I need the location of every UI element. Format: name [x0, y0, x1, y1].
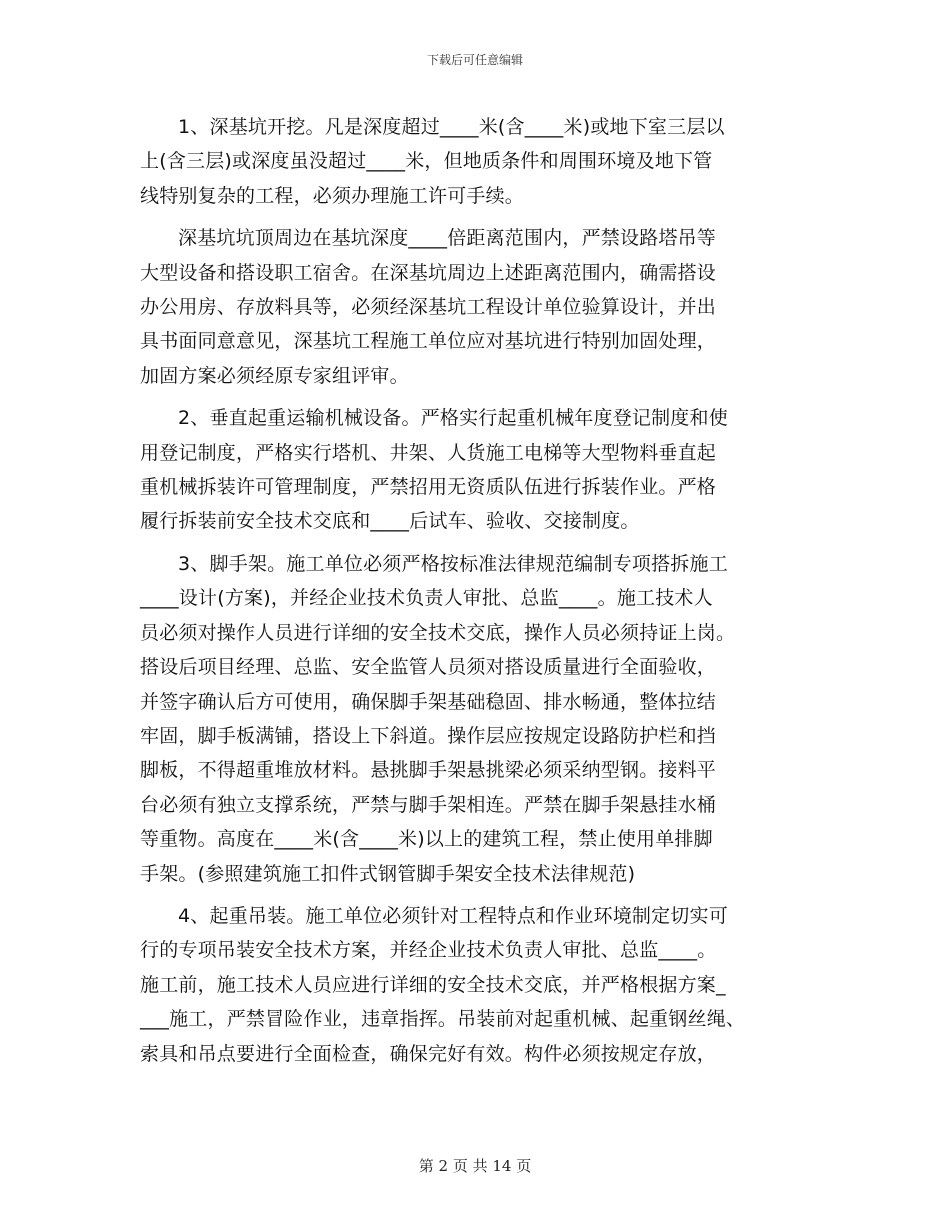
text-line: 上(含三层)或深度虽没超过____米，但地质条件和周围环境及地下管 [140, 150, 713, 173]
paragraph-lifting-equipment [140, 401, 815, 539]
text-line: 台必须有独立支撑系统，严禁与脚手架相连。严禁在脚手架悬挂水桶 [140, 793, 717, 816]
text-line: 履行拆装前安全技术交底和____后试车、验收、交接制度。 [140, 510, 640, 533]
text-line: ____设计(方案)，并经企业技术负责人审批、总监____。施工技术人 [140, 587, 713, 610]
paragraph-deep-excavation [140, 110, 815, 213]
text-line: 具书面同意意见，深基坑工程施工单位应对基坑进行特别加固处理， [140, 330, 717, 353]
text-line: 脚板，不得超重堆放材料。悬挑脚手架悬挑梁必须采纳型钢。接料平 [140, 759, 717, 782]
text-line: 重机械拆装许可管理制度，严禁招用无资质队伍进行拆装作业。严格 [140, 476, 717, 499]
text-line: 2、垂直起重运输机械设备。严格实行起重机械年度登记制度和使 [178, 407, 728, 430]
text-line: 大型设备和搭设职工宿舍。在深基坑周边上述距离范围内，确需搭设 [140, 261, 717, 284]
text-line: 牢固，脚手板满铺，搭设上下斜道。操作层应按规定设路防护栏和挡 [140, 724, 717, 747]
text-line: 深基坑坑顶周边在基坑深度____倍距离范围内，严禁设路塔吊等 [178, 227, 717, 250]
text-line: 加固方案必须经原专家组评审。 [140, 364, 409, 387]
text-line: ___施工，严禁冒险作业，违章指挥。吊装前对起重机械、起重钢丝绳、 [140, 1008, 746, 1031]
text-line: 并签字确认后方可使用，确保脚手架基础稳固、排水畅通，整体拉结 [140, 690, 717, 713]
text-line: 用登记制度，严格实行塔机、井架、人货施工电梯等大型物料垂直起 [140, 441, 717, 464]
text-line: 3、脚手架。施工单位必须严格按标准法律规范编制专项搭拆施工 [178, 552, 728, 575]
text-line: 手架。(参照建筑施工扣件式钢管脚手架安全技术法律规范) [140, 862, 636, 885]
text-line: 1、深基坑开挖。凡是深度超过____米(含____米)或地下室三层以 [178, 116, 725, 138]
document-body [140, 110, 815, 1079]
text-line: 4、起重吊装。施工单位必须针对工程特点和作业环境制定切实可 [178, 904, 728, 927]
text-line: 索具和吊点要进行全面检查，确保完好有效。构件必须按规定存放， [140, 1042, 717, 1065]
paragraph-pit-perimeter [140, 221, 815, 393]
page-footer [0, 1156, 950, 1176]
text-line: 行的专项吊装安全技术方案，并经企业技术负责人审批、总监____。 [140, 939, 717, 962]
text-line: 搭设后项目经理、总监、安全监管人员须对搭设质量进行全面验收， [140, 656, 717, 679]
text-line: 线特别复杂的工程，必须办理施工许可手续。 [140, 184, 525, 207]
page-number-label: 第 2 页 共 14 页 [418, 1157, 532, 1175]
text-line: 员必须对操作人员进行详细的安全技术交底，操作人员必须持证上岗。 [140, 621, 736, 644]
paragraph-scaffolding [140, 547, 815, 891]
text-line: 办公用房、存放料具等，必须经深基坑工程设计单位验算设计，并出 [140, 296, 717, 319]
header-note: 下载后可任意编辑 [426, 53, 523, 67]
page-header [0, 52, 950, 68]
paragraph-hoisting [140, 899, 815, 1071]
text-line: 等重物。高度在____米(含____米)以上的建筑工程，禁止使用单排脚 [140, 828, 713, 851]
text-line: 施工前，施工技术人员应进行详细的安全技术交底，并严格根据方案_ [140, 973, 726, 996]
